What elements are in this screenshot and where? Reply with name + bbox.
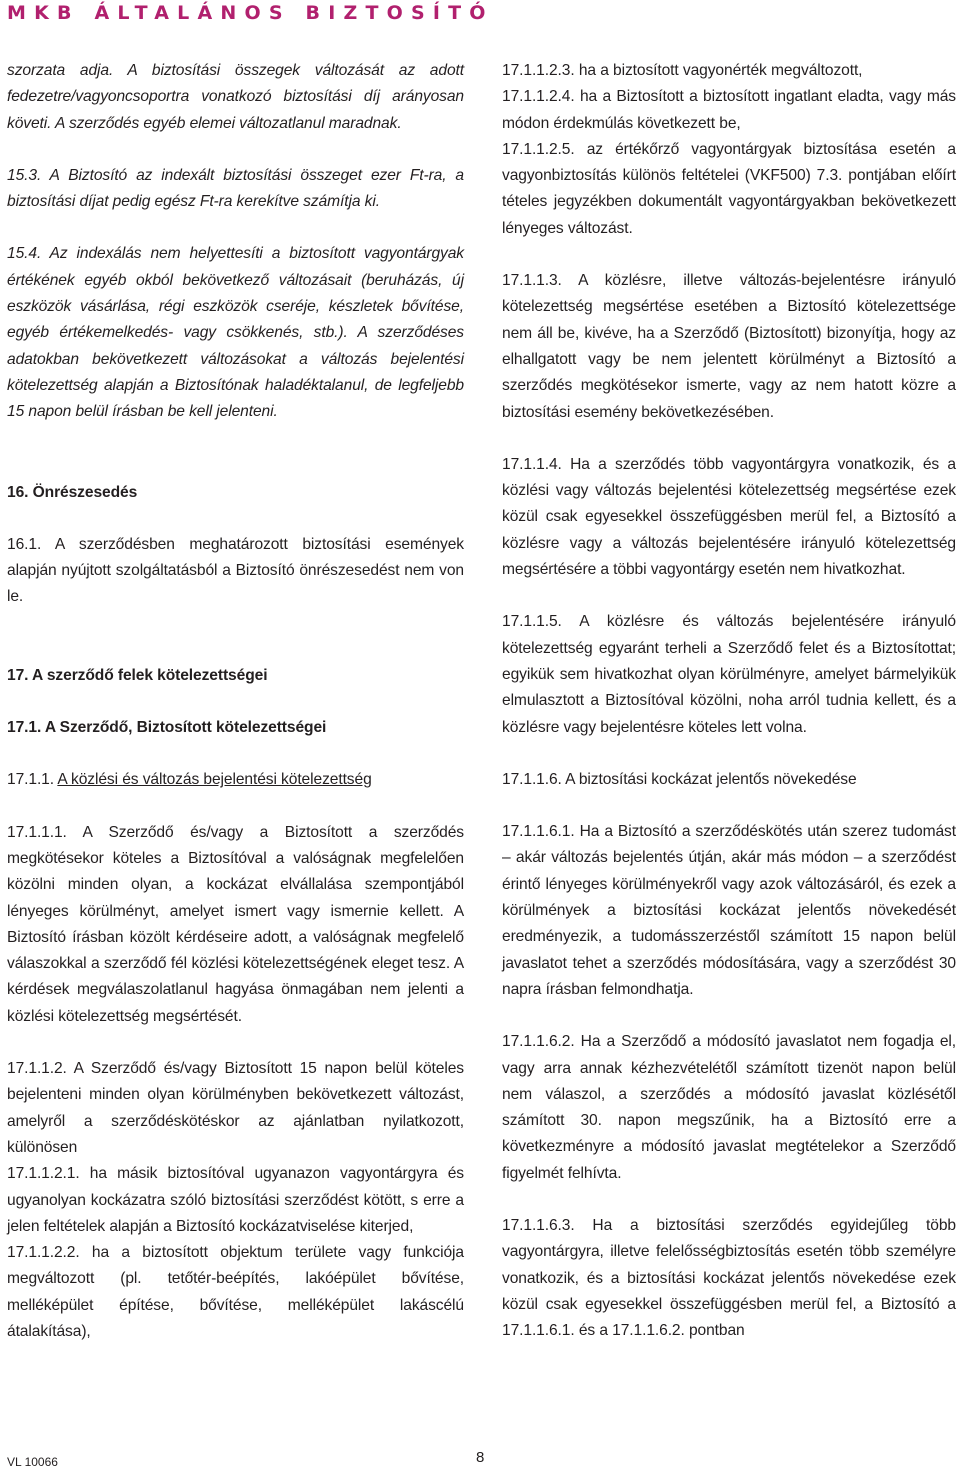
right-column (502, 58, 956, 1370)
paragraph: 17.1.1.3. A közlésre, illetve változás-bejelentésre irányuló kötelezettség megsértése esetében a Biztosító kötelezettsége nem áll be, kivéve, ha a Szerződő (Biztosított) bizonyítja, hogy az elhallgatott vagy be nem jelentett körülményt a Biztosító a szerződés megkötésekor ismerte, vagy az nem hatott közre a biztosítási esemény bekövetkezésében. (502, 272, 956, 421)
paragraph: szorzata adja. A biztosítási összegek változását az adott fedezetre/vagyoncsoportra vonatkozó biztosítási díj arányosan követi. A szerződés egyéb elemei változatlanul maradnak. (7, 62, 464, 132)
subsection-heading (7, 767, 464, 793)
paragraph: 17.1.1.6.2. Ha a Szerződő a módosító javaslatot nem fogadja el, vagy arra annak kézhezvételétől számított tizenöt napon belül nem válaszol, a szerződés a módosító javaslat közlésétől számított 30. napon megszűnik, ha a Biztosító erre a következményre a módosító javaslat megtételekor a Szerződő figyelmét felhívta. (502, 1033, 956, 1182)
paragraph: 17.1.1.2.4. ha a Biztosított a biztosított ingatlant eladta, vagy más módon érdekmúlás következett be, (502, 88, 956, 132)
paragraph: 17.1.1.2.1. ha másik biztosítóval ugyanazon vagyontárgyra és ugyanolyan kockázatra szóló biztosítási szerződést kötött, s erre a jelen feltételek alapján a Biztosító kockázatviselése kiterjed, (7, 1165, 464, 1235)
document-code: VL 10066 (7, 1455, 58, 1469)
paragraph: 17.1.1.5. A közlésre és változás bejelentésére irányuló kötelezettség egyaránt terheli a Szerződő felet és a Biztosítottat; egyikük sem hivatkozhat olyan körülményre, amelyet bármelyikük elmulasztott a Biztosítóval közölni, noha arról tudnia kellett, és a közlésre vagy bejelentésre köteles lett volna. (502, 613, 956, 736)
page-number: 8 (476, 1449, 485, 1466)
paragraph: 16.1. A szerződésben meghatározott biztosítási események alapján nyújtott szolgáltatásból a Biztosító önrészesedést nem von le. (7, 535, 464, 606)
section-heading: 17.1. A Szerződő, Biztosított kötelezettségei (7, 719, 327, 737)
paragraph: 15.4. Az indexálás nem helyettesíti a biztosított vagyontárgyak értékének egyéb okból bekövetkező változásait (beruházás, új eszközök vásárlása, régi eszközök cseréje, készletek bővítése, egyéb értékemelkedés- vagy csökkenés, stb.). A szerződéses adatokban bekövetkezett változásokat a változás bejelentési kötelezettség alapján a Biztosítónak haladéktalanul, de legfeljebb 15 napon belül írásban be kell jelenteni. (7, 245, 464, 421)
paragraph: 17.1.1.6. A biztosítási kockázat jelentős növekedése (502, 770, 857, 788)
section-heading: 17. A szerződő felek kötelezettségei (7, 666, 268, 684)
subsection-number: 17.1.1. (7, 771, 58, 789)
paragraph: 17.1.1.6.1. Ha a Biztosító a szerződéskötés után szerez tudomást – akár változás bejelentés útján, akár más módon – a szerződést érintő lényeges körülményekről vagy azok változásáról, és ezek a körülmények a biztosítási kockázat jelentős növekedését eredményezik, a tudomásszerzéstől számított 15 napon belül javaslatot tehet a szerződés módosítására, vagy a szerződést 30 napra írásban felmondhatja. (502, 823, 956, 998)
left-column (7, 58, 464, 1345)
paragraph: 15.3. A Biztosító az indexált biztosítási összeget ezer Ft-ra, a biztosítási díjat pedig egész Ft-ra kerekítve számítja ki. (7, 166, 464, 211)
paragraph: 17.1.1.2.5. az értékőrző vagyontárgyak biztosítása esetén a vagyonbiztosítás különös feltételei (VKF500) 7.3. pontjában előírt tételes jegyzékben dokumentált vagyontárgyakban bekövetkezett lényeges változást. (502, 140, 956, 237)
paragraph: 17.1.1.2.2. ha a biztosított objektum területe vagy funkciója megváltozott (pl. tetőtér-beépítés, lakóépület bővítése, melléképület építése, bővítése, melléképület lakáscélú átalakítása), (7, 1244, 464, 1340)
document-header: MKB ÁLTALÁNOS BIZTOSÍTÓ (7, 2, 494, 24)
paragraph: 17.1.1.2. A Szerződő és/vagy Biztosított 15 napon belül köteles bejelenteni minden olyan körülményben bekövetkezett változást, amelyről a szerződéskötéskor az ajánlatban nyilatkozott, különösen (7, 1060, 464, 1156)
paragraph: 17.1.1.1. A Szerződő és/vagy a Biztosított a szerződés megkötésekor köteles a Biztosítóval a valóságnak megfelelően közölni minden olyan, a kockázat elvállalása szempontjából lényeges körülményt, amelyet ismert vagy ismernie kellett. A Biztosító írásban közölt kérdéseire adott, a valóságnak megfelelő válaszokkal a szerződő fél közlési kötelezettségének eleget tesz. A kérdések megválaszolatlanul hagyása önmagában nem jelenti a közlési kötelezettség megsértését. (7, 823, 464, 1025)
section-heading: 16. Önrészesedés (7, 483, 138, 501)
subsection-title: A közlési és változás bejelentési kötelezettség (57, 771, 372, 789)
paragraph: 17.1.1.4. Ha a szerződés több vagyontárgyra vonatkozik, és a közlési vagy változás bejelentési kötelezettség megsértése ezek közül csak egyesekkel összefüggésben merül fel, a Biztosító a közlésre vagy a változás bejelentésére irányuló kötelezettség megsértésére a többi vagyontárgy esetén nem hivatkozhat. (502, 455, 956, 579)
paragraph: 17.1.1.2.3. ha a biztosított vagyonérték megváltozott, (502, 62, 863, 79)
paragraph: 17.1.1.6.3. Ha a biztosítási szerződés egyidejűleg több vagyontárgyra, illetve felelősségbiztosítás esetén több személyre vonatkozik, és a biztosítási kockázat jelentős növekedése ezek közül csak egyesekkel összefüggésben merül fel, a Biztosító a 17.1.1.6.1. és a 17.1.1.6.2. pontban (502, 1216, 956, 1340)
